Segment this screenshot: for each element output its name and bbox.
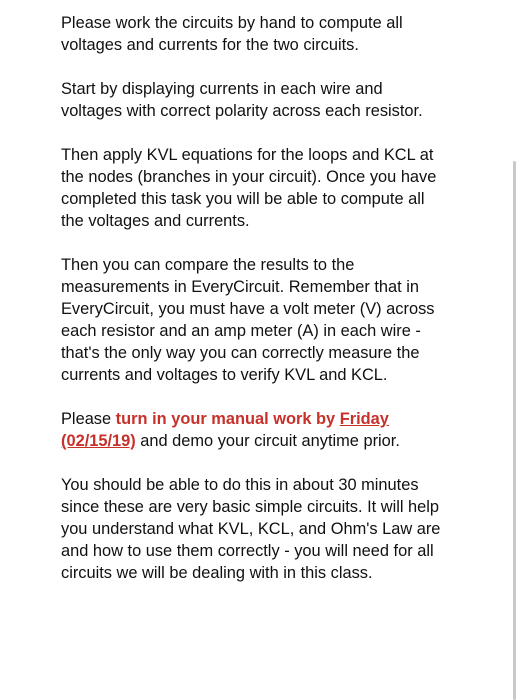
vertical-scrollbar[interactable]	[513, 161, 516, 700]
deadline-date: Friday (02/15/19)	[61, 410, 389, 450]
deadline-suffix: and demo your circuit anytime prior.	[135, 432, 400, 450]
document-body	[61, 12, 446, 606]
paragraph-kvl-kcl: Then apply KVL equations for the loops and KCL at the nodes (branches in your circuit). Once you have completed this task you will be able to compute all the voltages and currents.	[61, 146, 437, 230]
paragraph-deadline	[61, 408, 446, 452]
paragraph-start: Start by displaying currents in each wire and voltages with correct polarity across each resistor.	[61, 80, 423, 120]
deadline-prefix: Please	[61, 410, 116, 428]
deadline-highlight: turn in your manual work by	[115, 410, 340, 428]
paragraph-instructions: Please work the circuits by hand to compute all voltages and currents for the two circuits.	[61, 14, 403, 54]
paragraph-time-estimate: You should be able to do this in about 30 minutes since these are very basic simple circuits. It will help you understand what KVL, KCL, and Ohm's Law are and how to use them correctly - you will need for all circuits we will be dealing with in this class.	[61, 476, 441, 582]
paragraph-everycircuit: Then you can compare the results to the measurements in EveryCircuit. Remember that in EveryCircuit, you must have a volt meter (V) across each resistor and an amp meter (A) in each wire - that's the only way you can correctly measure the currents and voltages to verify KVL and KCL.	[61, 256, 435, 384]
